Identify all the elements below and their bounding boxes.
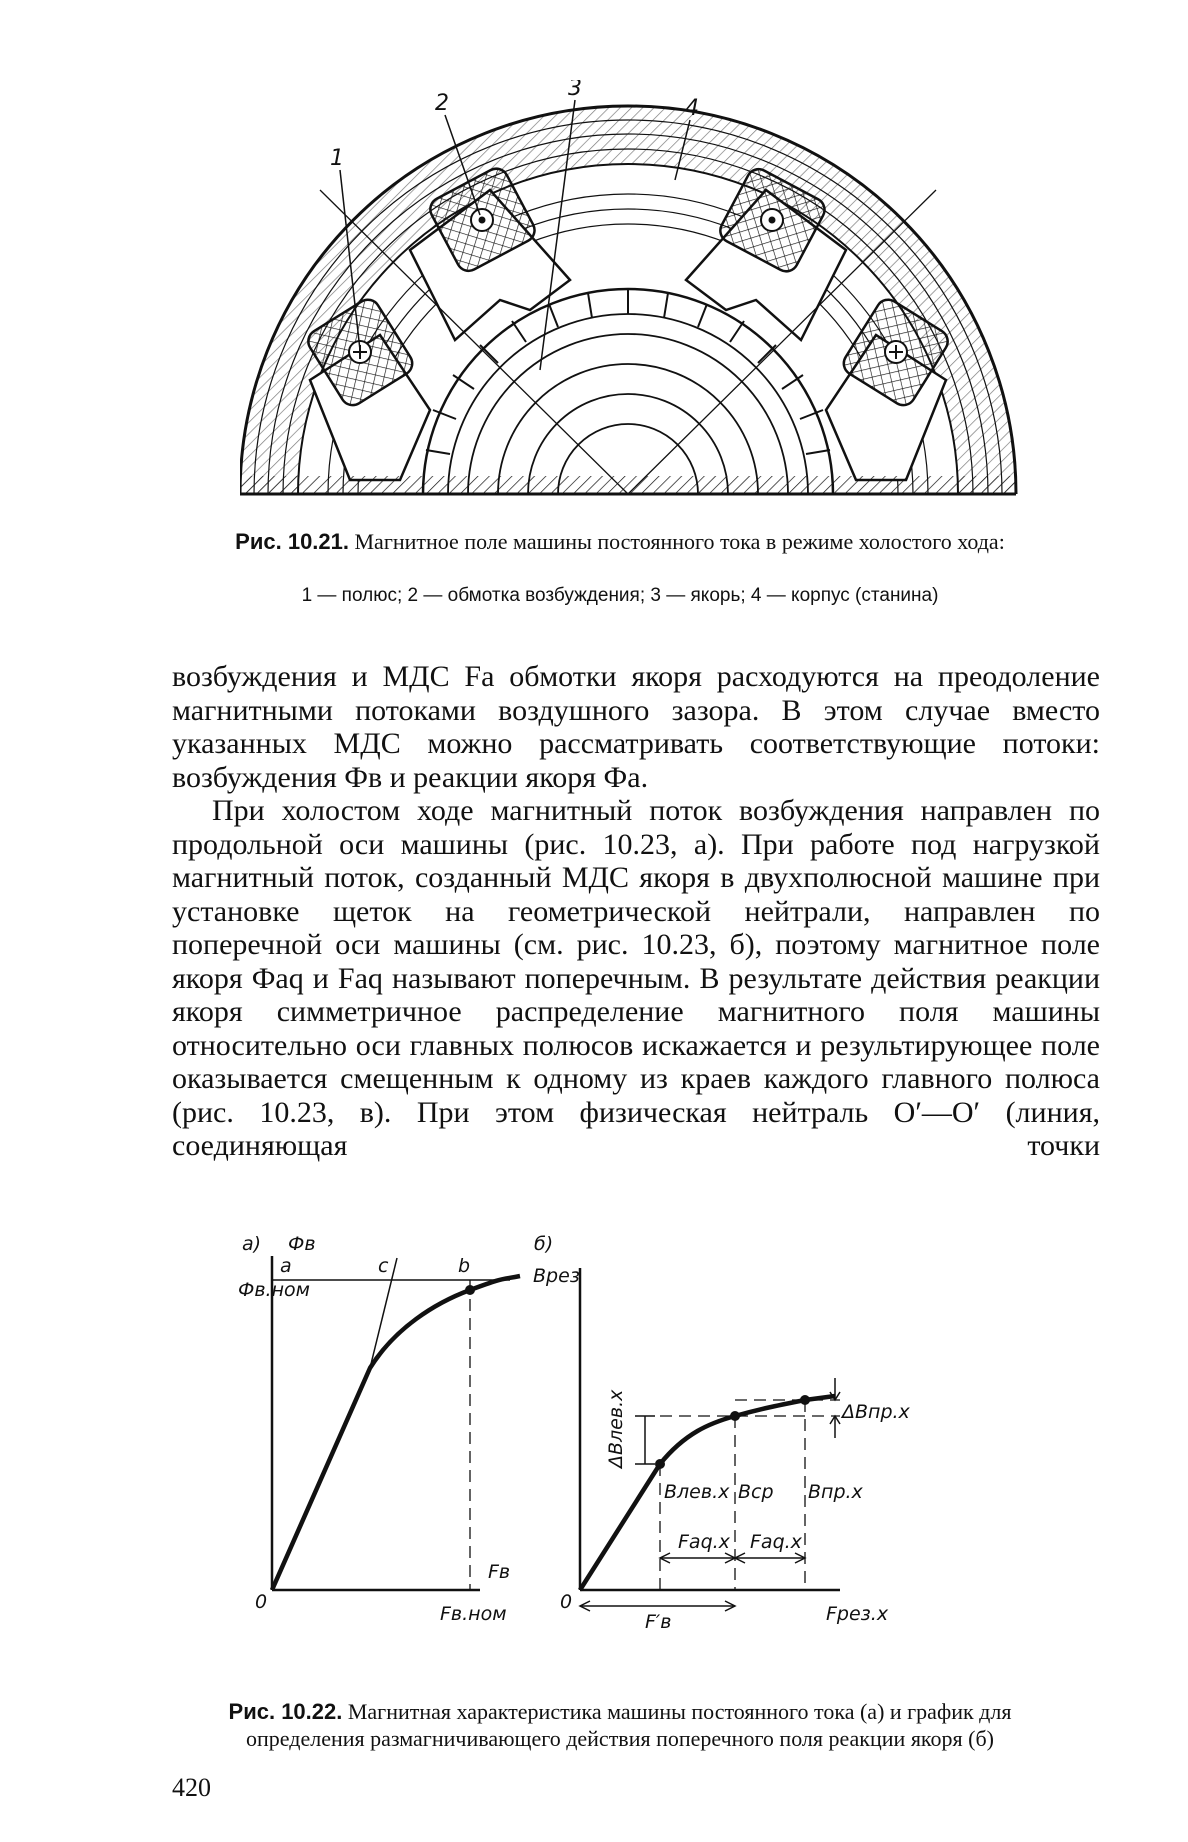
- b-mid-label: Bср: [738, 1481, 774, 1503]
- panel-a-letter: а): [242, 1233, 262, 1255]
- figure-magnetization-curves: [230, 1228, 1070, 1688]
- f-aq-right-label: Faq.x: [750, 1531, 802, 1553]
- panel-a-x-axis-label: Fв: [488, 1561, 511, 1583]
- label-armature: 3: [568, 80, 582, 101]
- f-aq-left-label: Faq.x: [678, 1531, 730, 1553]
- figure-1-legend: 1 — полюс; 2 — обмотка возбуждения; 3 — якорь; 4 — корпус (станина): [301, 585, 939, 606]
- figure-2-number: Рис. 10.22.: [228, 1699, 343, 1724]
- page-number: 420: [172, 1773, 211, 1802]
- panel-a-y-axis-label: Фв: [288, 1233, 316, 1255]
- panel-a-y-tick: Фв.ном: [238, 1279, 310, 1301]
- label-pole: 1: [330, 146, 344, 171]
- body-text: [172, 660, 1100, 1163]
- figure-2-text: Магнитная характеристика машины постоянного тока (а) и график для определения размагничивающего действия поперечного поля реакции якоря (б): [246, 1699, 1012, 1751]
- panel-a: [238, 1233, 520, 1625]
- label-excitation-winding: 2: [435, 91, 449, 116]
- delta-b-right-label: ΔBпр.x: [842, 1401, 910, 1423]
- paragraph-2: При холостом ходе магнитный поток возбуждения направлен по продольной оси машины (рис. 10.23, а). При работе под нагрузкой магнитный поток, созданный МДС якоря в двухполюсной машине при установке щеток на геометрической нейтрали, направлен по поперечной оси машины (см. рис. 10.23, б), поэтому магнитное поле якоря Фaq и Faq называют поперечным. В результате действия реакции якоря симметричное распределение магнитного поля машины относительно оси главных полюсов искажается и результирующее поле оказывается смещенным к одному из краев каждого главного полюса (рис. 10.23, в). При этом физическая нейтраль O′—O′ (линия, соединяющая точки: [172, 794, 1100, 1162]
- point-c: c: [378, 1255, 389, 1277]
- b-right-label: Bпр.x: [808, 1481, 863, 1503]
- point-a: a: [280, 1255, 292, 1277]
- figure-2-caption: [170, 1698, 1070, 1752]
- delta-b-left-label: ΔBлев.x: [605, 1389, 627, 1468]
- f-v-prime-label: F′в: [645, 1611, 672, 1633]
- figure-1-title: Магнитное поле машины постоянного тока в режиме холостого хода:: [354, 529, 1005, 554]
- panel-b-x-axis-label: Fрез.x: [826, 1603, 889, 1625]
- panel-b-y-axis-label: Bрез: [533, 1265, 580, 1287]
- panel-b: [533, 1233, 911, 1633]
- paragraph-1: возбуждения и МДС Fa обмотки якоря расходуются на преодоление магнитными потоками воздушного зазора. В этом случае вместо указанных МДС можно рассматривать соответствующие потоки: возбуждения Фв и реакции якоря Фa.: [172, 660, 1100, 794]
- point-b: b: [458, 1255, 471, 1277]
- figure-1-caption: [200, 528, 1040, 555]
- panel-b-origin: 0: [560, 1591, 573, 1613]
- figure-1-number: Рис. 10.21.: [235, 529, 349, 554]
- b-left-label: Bлев.x: [664, 1481, 730, 1503]
- panel-a-x-tick: Fв.ном: [440, 1603, 507, 1625]
- panel-b-letter: б): [534, 1233, 554, 1255]
- panel-a-origin: 0: [255, 1591, 268, 1613]
- label-frame: 4: [685, 96, 699, 121]
- figure-magnetic-field: [240, 80, 1040, 520]
- panel-a-curve: [272, 1276, 520, 1590]
